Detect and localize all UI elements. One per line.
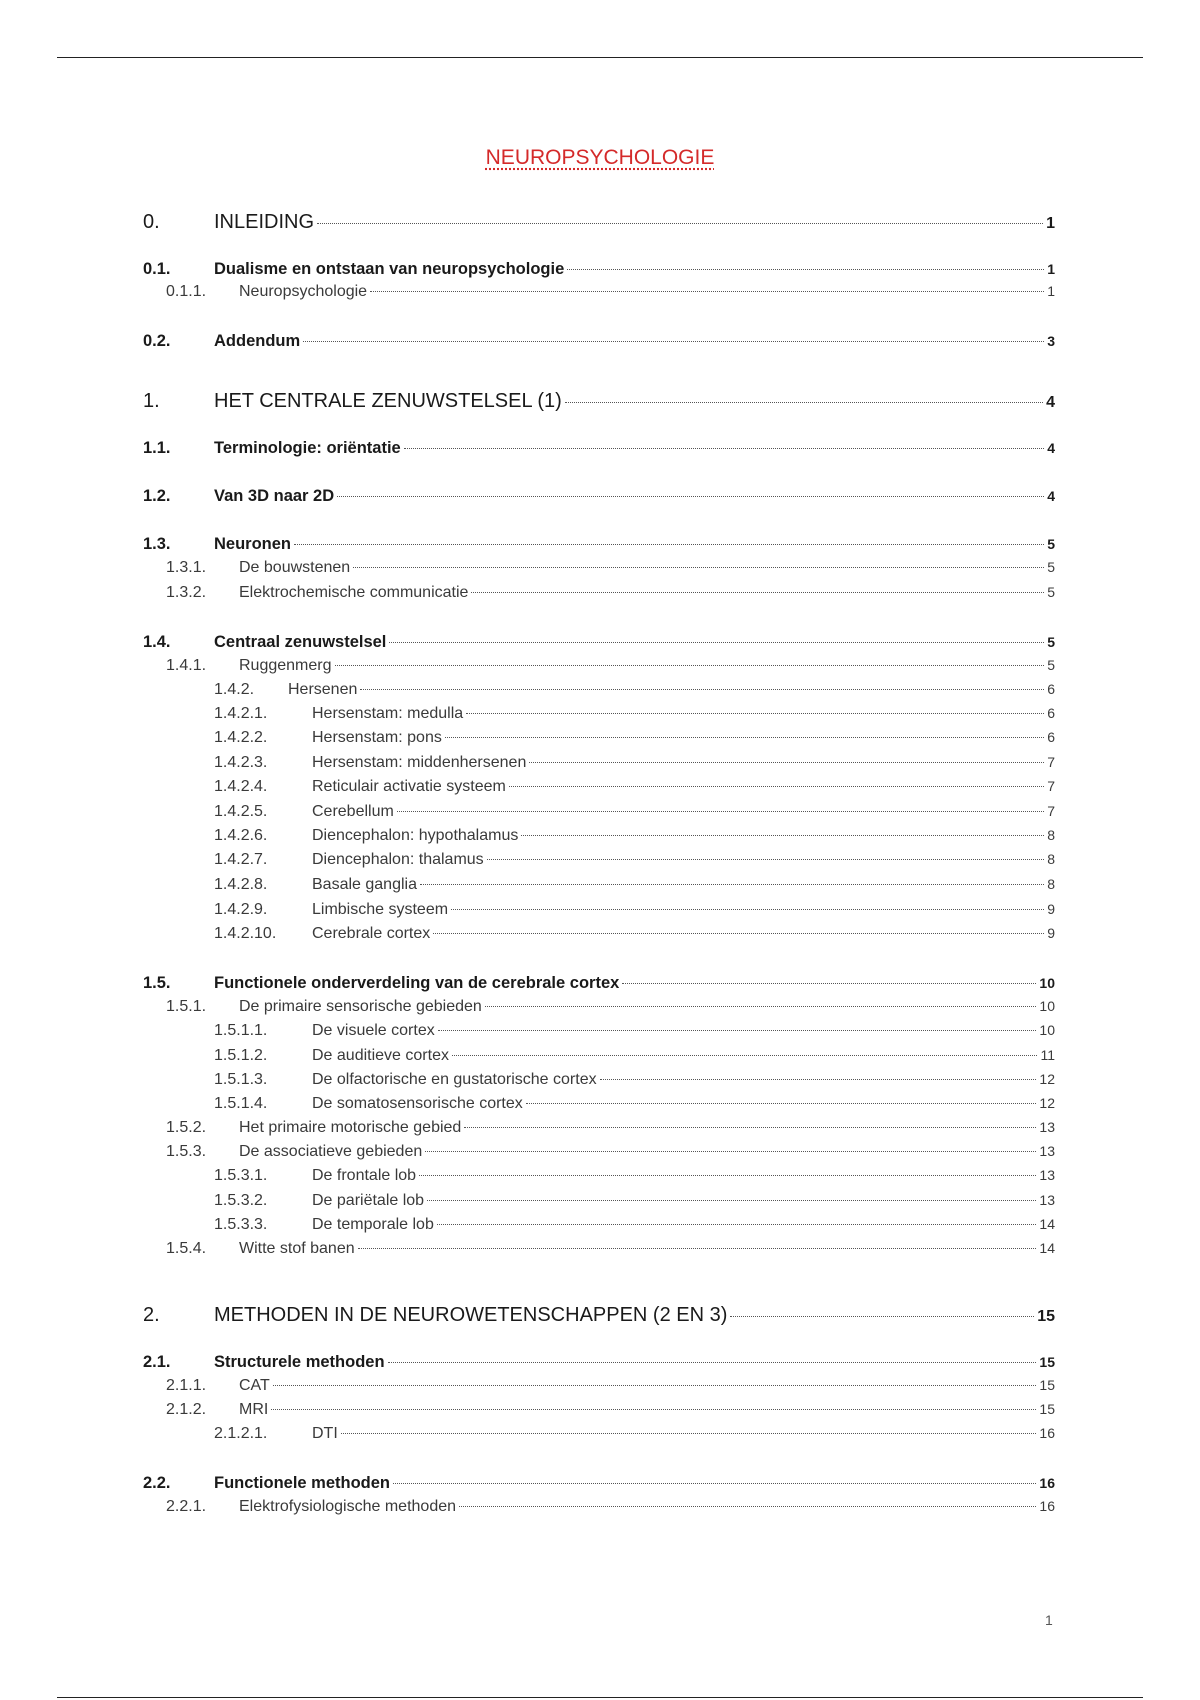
toc-entry-number: 1.5.3.1.: [214, 1167, 268, 1184]
toc-leader-dots: [341, 1433, 1037, 1434]
toc-entry-line: [239, 1119, 1055, 1137]
toc-entry-page: 12: [1039, 1071, 1055, 1087]
toc-entry-label[interactable]: Van 3D naar 2D: [214, 487, 335, 505]
toc-leader-dots: [404, 448, 1044, 449]
toc-entry-label[interactable]: Witte stof banen: [239, 1240, 355, 1257]
toc-entry-line: [312, 1022, 1055, 1040]
toc-entry-label[interactable]: Neuropsychologie: [239, 283, 368, 300]
toc-entry-line: [312, 1095, 1055, 1113]
toc-entry-label[interactable]: De bouwstenen: [239, 559, 351, 576]
toc-entry-number: 1.5.3.3.: [214, 1216, 268, 1233]
toc-entry[interactable]: [0, 1071, 1200, 1097]
toc-entry-page: 4: [1047, 488, 1055, 504]
toc-entry-number: 2.: [143, 1304, 160, 1326]
toc-entry-line: [214, 260, 1055, 279]
toc-entry-line: [214, 439, 1055, 458]
toc-leader-dots: [567, 269, 1044, 270]
toc-entry-page: 13: [1039, 1143, 1055, 1159]
toc-entry-number: 1.2.: [143, 487, 171, 505]
toc-entry-label[interactable]: Hersenen: [288, 681, 358, 698]
toc-leader-dots: [464, 1127, 1036, 1128]
toc-entry-page: 8: [1047, 851, 1055, 867]
toc-entry-page: 6: [1047, 705, 1055, 721]
toc-leader-dots: [459, 1506, 1036, 1507]
toc-leader-dots: [509, 786, 1044, 787]
toc-entry-number: 1.5.1.4.: [214, 1095, 268, 1112]
toc-entry-page: 15: [1039, 1401, 1055, 1417]
toc-entry-line: [288, 681, 1055, 699]
toc-entry-label[interactable]: De auditieve cortex: [312, 1047, 449, 1064]
toc-entry-number: 1.4.2.8.: [214, 876, 268, 893]
document-title: NEUROPSYCHOLOGIE: [485, 146, 715, 169]
toc-entry-line: [312, 1216, 1055, 1234]
toc-entry[interactable]: [0, 925, 1200, 951]
toc-entry-label[interactable]: Reticulair activatie systeem: [312, 778, 506, 795]
toc-entry-page: 15: [1037, 1308, 1055, 1325]
toc-entry-number: 2.2.: [143, 1474, 171, 1492]
toc-entry-number: 1.3.: [143, 535, 171, 553]
toc-leader-dots: [437, 1224, 1037, 1225]
toc-entry[interactable]: [0, 332, 1200, 358]
toc-entry-number: 1.4.2.3.: [214, 754, 268, 771]
toc-entry-page: 10: [1039, 998, 1055, 1014]
toc-entry-page: 4: [1046, 394, 1055, 411]
toc-entry-page: 8: [1047, 876, 1055, 892]
toc-entry-page: 7: [1047, 754, 1055, 770]
toc-entry-page: 9: [1047, 901, 1055, 917]
toc-entry[interactable]: [0, 1216, 1200, 1242]
toc-entry-number: 1.: [143, 390, 160, 412]
toc-leader-dots: [451, 909, 1044, 910]
toc-entry-number: 1.4.2.9.: [214, 901, 268, 918]
toc-entry-page: 1: [1046, 215, 1055, 232]
toc-entry-page: 16: [1039, 1425, 1055, 1441]
toc-entry[interactable]: [0, 754, 1200, 780]
toc-entry-page: 6: [1047, 729, 1055, 745]
toc-entry-label[interactable]: MRI: [239, 1401, 269, 1418]
toc-entry-number: 2.1.1.: [166, 1377, 207, 1394]
toc-entry-number: 1.5.1.: [166, 998, 207, 1015]
toc-entry-line: [312, 729, 1055, 747]
toc-leader-dots: [294, 544, 1044, 545]
toc-entry-number: 2.1.2.1.: [214, 1425, 268, 1442]
toc-entry-label[interactable]: Ruggenmerg: [239, 657, 332, 674]
toc-entry[interactable]: [0, 1047, 1200, 1073]
toc-entry[interactable]: [0, 1377, 1200, 1403]
toc-entry-number: 1.4.: [143, 633, 171, 651]
toc-entry-line: [239, 1377, 1055, 1395]
toc-entry-page: 5: [1047, 559, 1055, 575]
toc-entry-line: [214, 390, 1055, 413]
toc-entry-line: [239, 1240, 1055, 1258]
toc-leader-dots: [358, 1248, 1037, 1249]
toc-entry-line: [312, 705, 1055, 723]
toc-entry[interactable]: [0, 1353, 1200, 1379]
toc-leader-dots: [353, 567, 1044, 568]
toc-entry-number: 1.4.2.2.: [214, 729, 268, 746]
toc-entry-label[interactable]: Functionele onderverdeling van de cerebrale cortex: [214, 974, 620, 992]
toc-leader-dots: [433, 933, 1044, 934]
toc-entry[interactable]: [0, 1401, 1200, 1427]
toc-entry-page: 5: [1047, 536, 1055, 552]
toc-entry[interactable]: [0, 633, 1200, 659]
toc-entry[interactable]: [0, 1119, 1200, 1145]
toc-entry-label[interactable]: De somatosensorische cortex: [312, 1095, 523, 1112]
toc-entry-page: 1: [1047, 283, 1055, 299]
toc-entry-number: 0.1.1.: [166, 283, 207, 300]
toc-entry-number: 1.4.2.1.: [214, 705, 268, 722]
toc-entry-label[interactable]: METHODEN IN DE NEUROWETENSCHAPPEN (2 EN 3): [214, 1304, 728, 1326]
toc-entry-page: 6: [1047, 681, 1055, 697]
toc-entry-number: 1.5.4.: [166, 1240, 207, 1257]
toc-entry-page: 13: [1039, 1167, 1055, 1183]
toc-entry-label[interactable]: Neuronen: [214, 535, 292, 553]
toc-leader-dots: [452, 1055, 1037, 1056]
toc-entry-page: 16: [1039, 1498, 1055, 1514]
toc-leader-dots: [317, 223, 1043, 224]
toc-entry-number: 1.5.1.3.: [214, 1071, 268, 1088]
toc-leader-dots: [487, 859, 1045, 860]
toc-entry-number: 0.2.: [143, 332, 171, 350]
toc-entry-line: [239, 657, 1055, 675]
toc-leader-dots: [389, 642, 1044, 643]
toc-entry-line: [214, 535, 1055, 554]
toc-entry-page: 13: [1039, 1192, 1055, 1208]
toc-entry-label[interactable]: Dualisme en ontstaan van neuropsychologie: [214, 260, 565, 278]
toc-leader-dots: [360, 689, 1044, 690]
toc-entry-number: 1.5.3.2.: [214, 1192, 268, 1209]
toc-entry[interactable]: [0, 1240, 1200, 1266]
toc-leader-dots: [427, 1200, 1036, 1201]
toc-entry-label[interactable]: De associatieve gebieden: [239, 1143, 423, 1160]
toc-entry-line: [239, 998, 1055, 1016]
toc-entry-line: [312, 827, 1055, 845]
toc-entry-line: [312, 754, 1055, 772]
toc-entry-page: 9: [1047, 925, 1055, 941]
toc-entry-number: 1.5.1.1.: [214, 1022, 268, 1039]
toc-entry-label[interactable]: Terminologie: oriëntatie: [214, 439, 401, 457]
toc-entry-page: 12: [1039, 1095, 1055, 1111]
toc-entry-line: [239, 1143, 1055, 1161]
toc-entry-label[interactable]: Functionele methoden: [214, 1474, 391, 1492]
toc-entry-label[interactable]: De primaire sensorische gebieden: [239, 998, 482, 1015]
toc-entry-line: [239, 584, 1055, 602]
toc-entry-page: 5: [1047, 584, 1055, 600]
toc-entry-line: [239, 283, 1055, 301]
toc-entry-page: 5: [1047, 657, 1055, 673]
toc-entry[interactable]: [0, 1022, 1200, 1048]
toc-entry[interactable]: [0, 851, 1200, 877]
toc-entry-line: [312, 1071, 1055, 1089]
toc-entry-label[interactable]: Centraal zenuwstelsel: [214, 633, 387, 651]
toc-entry[interactable]: [0, 1192, 1200, 1218]
toc-entry-number: 1.4.1.: [166, 657, 207, 674]
toc-entry[interactable]: [0, 535, 1200, 561]
toc-entry-label[interactable]: Hersenstam: middenhersenen: [312, 754, 527, 771]
toc-entry-page: 14: [1039, 1240, 1055, 1256]
toc-entry-line: [312, 778, 1055, 796]
toc-entry-number: 1.4.2.6.: [214, 827, 268, 844]
toc-entry-line: [312, 1425, 1055, 1443]
toc-entry[interactable]: [0, 439, 1200, 465]
toc-entry-label[interactable]: Addendum: [214, 332, 301, 350]
toc-leader-dots: [271, 1409, 1036, 1410]
toc-entry-page: 7: [1047, 803, 1055, 819]
toc-entry-line: [312, 803, 1055, 821]
toc-leader-dots: [529, 762, 1044, 763]
toc-entry[interactable]: [0, 827, 1200, 853]
toc-entry-line: [312, 1192, 1055, 1210]
toc-entry-label[interactable]: INLEIDING: [214, 211, 315, 233]
toc-leader-dots: [485, 1006, 1037, 1007]
toc-entry[interactable]: [0, 1425, 1200, 1451]
toc-entry-label[interactable]: HET CENTRALE ZENUWSTELSEL (1): [214, 390, 562, 412]
toc-entry-page: 10: [1039, 975, 1055, 991]
toc-entry[interactable]: [0, 211, 1200, 237]
toc-entry-label[interactable]: Basale ganglia: [312, 876, 417, 893]
toc-leader-dots: [521, 835, 1044, 836]
toc-entry-number: 1.5.3.: [166, 1143, 207, 1160]
toc-entry-line: [214, 487, 1055, 506]
toc-entry-line: [312, 925, 1055, 943]
toc-entry[interactable]: [0, 998, 1200, 1024]
toc-entry-line: [312, 1047, 1055, 1065]
toc-entry-page: 1: [1047, 261, 1055, 277]
toc-entry-line: [312, 901, 1055, 919]
toc-entry-number: 2.1.: [143, 1353, 171, 1371]
toc-entry[interactable]: [0, 559, 1200, 585]
toc-leader-dots: [335, 665, 1045, 666]
toc-entry-label[interactable]: De frontale lob: [312, 1167, 417, 1184]
toc-entry-page: 15: [1039, 1354, 1055, 1370]
toc-entry-page: 14: [1039, 1216, 1055, 1232]
toc-leader-dots: [445, 737, 1044, 738]
toc-entry[interactable]: [0, 729, 1200, 755]
toc-entry-line: [214, 974, 1055, 993]
toc-entry-line: [214, 1353, 1055, 1372]
toc-leader-dots: [466, 713, 1044, 714]
toc-entry-number: 1.4.2.4.: [214, 778, 268, 795]
toc-entry[interactable]: [0, 876, 1200, 902]
toc-entry-label[interactable]: Diencephalon: hypothalamus: [312, 827, 519, 844]
toc-entry-label[interactable]: De visuele cortex: [312, 1022, 435, 1039]
toc-entry-label[interactable]: Hersenstam: medulla: [312, 705, 464, 722]
toc-entry[interactable]: [0, 1304, 1200, 1330]
toc-entry-label[interactable]: De olfactorische en gustatorische cortex: [312, 1071, 597, 1088]
footer-rule: [57, 1697, 1143, 1698]
toc-entry-number: 1.5.2.: [166, 1119, 207, 1136]
toc-entry-line: [214, 211, 1055, 234]
toc-entry[interactable]: [0, 1143, 1200, 1169]
toc-entry[interactable]: [0, 1095, 1200, 1121]
toc-entry-number: 0.1.: [143, 260, 171, 278]
toc-leader-dots: [273, 1385, 1037, 1386]
toc-entry-line: [239, 559, 1055, 577]
toc-entry[interactable]: [0, 584, 1200, 610]
toc-entry[interactable]: [0, 1474, 1200, 1500]
toc-entry-page: 3: [1047, 333, 1055, 349]
toc-entry-line: [312, 851, 1055, 869]
toc-entry[interactable]: [0, 657, 1200, 683]
toc-entry[interactable]: [0, 283, 1200, 309]
toc-entry-label[interactable]: Structurele methoden: [214, 1353, 385, 1371]
toc-entry-page: 13: [1039, 1119, 1055, 1135]
toc-leader-dots: [425, 1151, 1036, 1152]
toc-entry[interactable]: [0, 778, 1200, 804]
toc-entry-number: 1.4.2.5.: [214, 803, 268, 820]
toc-entry-line: [214, 1304, 1055, 1327]
toc-entry-line: [214, 633, 1055, 652]
toc-entry-label[interactable]: De pariëtale lob: [312, 1192, 425, 1209]
toc-entry-number: 1.4.2.: [214, 681, 255, 698]
toc-entry-page: 15: [1039, 1377, 1055, 1393]
page-number: 1: [1045, 1612, 1053, 1628]
toc-leader-dots: [419, 1175, 1036, 1176]
toc-entry-label[interactable]: Elektrofysiologische methoden: [239, 1498, 457, 1515]
toc-entry-page: 5: [1047, 634, 1055, 650]
toc-entry-number: 1.3.2.: [166, 584, 207, 601]
toc-entry-number: 1.5.: [143, 974, 171, 992]
toc-entry-label[interactable]: Limbische systeem: [312, 901, 449, 918]
toc-entry-label[interactable]: Diencephalon: thalamus: [312, 851, 484, 868]
toc-entry-page: 7: [1047, 778, 1055, 794]
toc-leader-dots: [565, 402, 1043, 403]
toc-leader-dots: [388, 1362, 1037, 1363]
toc-entry-number: 1.4.2.7.: [214, 851, 268, 868]
toc-entry-label[interactable]: Cerebrale cortex: [312, 925, 431, 942]
toc-leader-dots: [393, 1483, 1036, 1484]
toc-entry-page: 10: [1039, 1022, 1055, 1038]
toc-entry[interactable]: [0, 487, 1200, 513]
toc-entry-line: [214, 332, 1055, 351]
toc-entry-line: [239, 1401, 1055, 1419]
toc-entry-line: [312, 1167, 1055, 1185]
toc-leader-dots: [600, 1079, 1037, 1080]
toc-entry-label[interactable]: De temporale lob: [312, 1216, 434, 1233]
toc-leader-dots: [337, 496, 1044, 497]
toc-leader-dots: [397, 811, 1044, 812]
toc-entry-label[interactable]: Cerebellum: [312, 803, 394, 820]
toc-entry-line: [214, 1474, 1055, 1493]
toc-leader-dots: [370, 291, 1044, 292]
toc-entry-number: 1.4.2.10.: [214, 925, 277, 942]
toc-entry-number: 2.1.2.: [166, 1401, 207, 1418]
toc-entry-line: [239, 1498, 1055, 1516]
toc-entry-line: [312, 876, 1055, 894]
toc-entry-number: 1.3.1.: [166, 559, 207, 576]
toc-leader-dots: [730, 1316, 1034, 1317]
toc-entry[interactable]: [0, 705, 1200, 731]
toc-entry-number: 1.1.: [143, 439, 171, 457]
toc-entry[interactable]: [0, 681, 1200, 707]
toc-entry-number: 1.5.1.2.: [214, 1047, 268, 1064]
toc-entry-label[interactable]: DTI: [312, 1425, 338, 1442]
toc-leader-dots: [438, 1030, 1037, 1031]
toc-entry[interactable]: [0, 803, 1200, 829]
toc-leader-dots: [526, 1103, 1037, 1104]
toc-leader-dots: [471, 592, 1044, 593]
toc-entry[interactable]: [0, 1167, 1200, 1193]
toc-entry[interactable]: [0, 1498, 1200, 1524]
toc-entry-label[interactable]: CAT: [239, 1377, 270, 1394]
toc-entry-page: 16: [1039, 1475, 1055, 1491]
toc-leader-dots: [622, 983, 1036, 984]
toc-entry-label[interactable]: Hersenstam: pons: [312, 729, 442, 746]
toc-leader-dots: [303, 341, 1044, 342]
toc-leader-dots: [420, 884, 1044, 885]
toc-entry[interactable]: [0, 974, 1200, 1000]
toc-entry-page: 11: [1040, 1047, 1055, 1063]
toc-entry-label[interactable]: Elektrochemische communicatie: [239, 584, 469, 601]
toc-entry-number: 2.2.1.: [166, 1498, 207, 1515]
toc-entry-page: 4: [1047, 440, 1055, 456]
toc-entry-page: 8: [1047, 827, 1055, 843]
toc-entry[interactable]: [0, 390, 1200, 416]
toc-entry-label[interactable]: Het primaire motorische gebied: [239, 1119, 462, 1136]
toc-entry[interactable]: [0, 901, 1200, 927]
toc-entry-number: 0.: [143, 211, 160, 233]
